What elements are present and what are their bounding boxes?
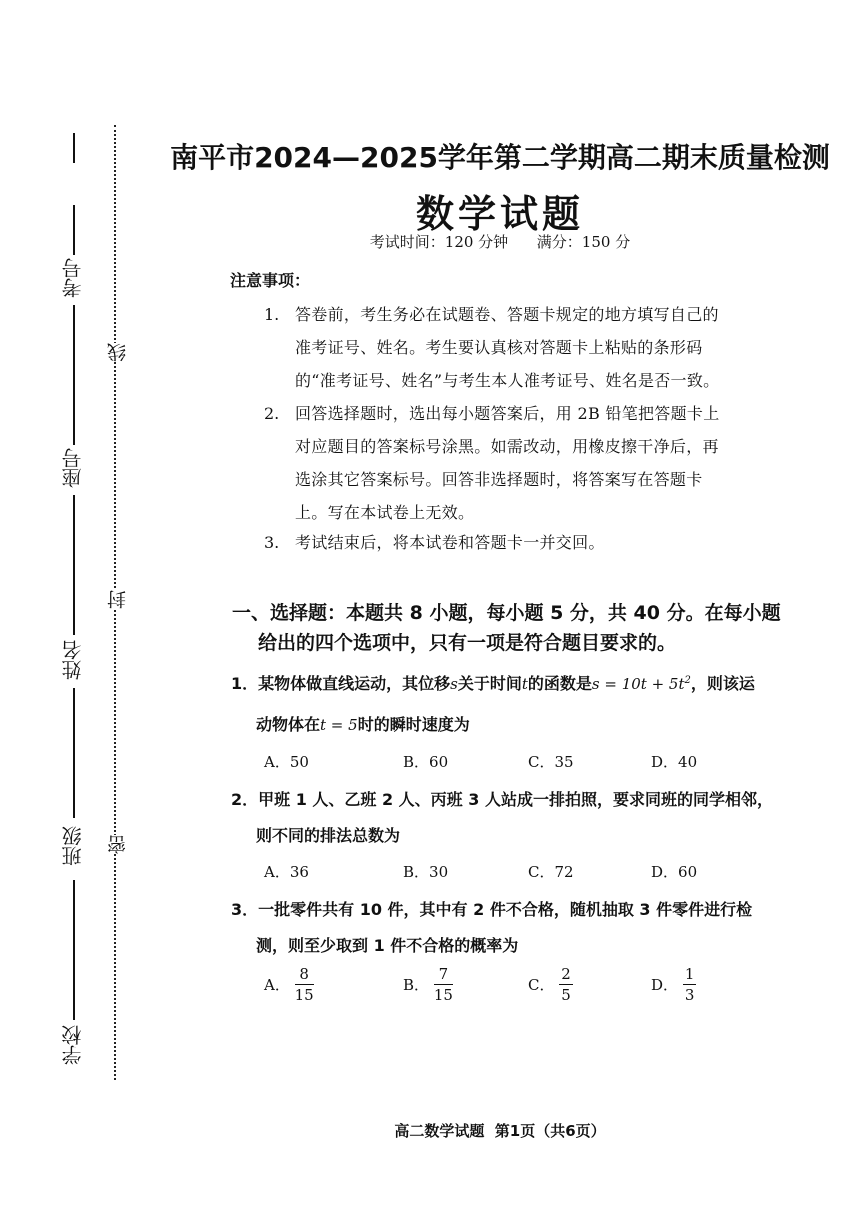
notes-heading: 注意事项：	[230, 271, 311, 290]
fraction: $\frac{1}{3}$	[684, 965, 695, 1004]
note-number: 2.	[264, 404, 280, 423]
q1-option-a[interactable]: A．50	[264, 753, 309, 771]
seal-mark-seal: 封	[104, 590, 131, 609]
school-label: 学校	[61, 1025, 85, 1065]
seal-mark-line: 线	[104, 343, 131, 362]
field-line	[73, 688, 75, 818]
q1-option-b[interactable]: B．60	[403, 753, 449, 771]
note-text: 答卷前，考生务必在试题卷、答题卡规定的地方填写自己的准考证号、姓名。考生要认真核对答题卡上粘贴的条形码的“准考证号、姓名”与考生本人准考证号、姓名是否一致。	[295, 305, 720, 390]
field-line	[73, 495, 75, 635]
fraction: $\frac{7}{15}$	[433, 965, 453, 1004]
q3-option-a[interactable]: A． $\frac{8}{15}$	[264, 965, 314, 1004]
field-line	[73, 305, 75, 445]
q1-option-c[interactable]: C．35	[528, 753, 574, 771]
q3-option-d[interactable]: D． $\frac{1}{3}$	[651, 965, 695, 1004]
seal-mark-secret: 密	[104, 835, 131, 854]
note-number: 3.	[264, 533, 280, 552]
name-label: 姓名	[61, 640, 85, 680]
exam-title: 南平市2024—2025学年第二学期高二期末质量检测	[170, 141, 830, 174]
field-line	[73, 880, 75, 1020]
q2-option-a[interactable]: A．36	[264, 863, 309, 881]
exam-info: 考试时间：120 分钟 满分：150 分	[369, 233, 631, 251]
q2-option-b[interactable]: B．30	[403, 863, 449, 881]
section-heading-line2: 给出的四个选项中，只有一项是符合题目要求的。	[258, 632, 677, 654]
page-footer: 高二数学试题 第1页（共6页）	[394, 1122, 606, 1140]
q1-option-d[interactable]: D．40	[651, 753, 698, 771]
note-text: 考试结束后，将本试卷和答题卡一并交回。	[295, 533, 605, 552]
seat-number-label: 座号	[61, 448, 85, 488]
section-heading	[232, 598, 792, 658]
class-label: 班级	[61, 826, 85, 866]
q3-option-b[interactable]: B． $\frac{7}{15}$	[403, 965, 453, 1004]
note-text: 回答选择题时，选出每小题答案后，用 2B 铅笔把答题卡上对应题目的答案标号涂黑。如需改动，用橡皮擦干净后，再选涂其它答案标号。回答非选择题时，将答案写在答题卡上。写在本试卷上无效。	[295, 404, 720, 522]
question-2-line2: 则不同的排法总数为	[256, 826, 401, 845]
subject-title: 数学试题	[415, 192, 584, 236]
exam-number-label: 考号	[61, 258, 85, 298]
var-s: s	[450, 675, 458, 693]
q2-option-d[interactable]: D．60	[651, 863, 698, 881]
question-1-line2: 动物体在t = 5时的瞬时速度为	[256, 715, 470, 734]
var-t: t	[521, 675, 528, 693]
q2-option-c[interactable]: C．72	[528, 863, 574, 881]
time-condition: t = 5	[320, 716, 358, 734]
function-formula: $s = 10t + 5t^2$	[591, 675, 691, 693]
question-3-line2: 测，则至少取到 1 件不合格的概率为	[256, 936, 519, 955]
fraction: $\frac{8}{15}$	[294, 965, 314, 1004]
q3-option-c[interactable]: C． $\frac{2}{5}$	[528, 965, 571, 1004]
question-2-line1: 2．甲班 1 人、乙班 2 人、丙班 3 人站成一排拍照，要求同班的同学相邻，	[231, 790, 773, 809]
question-3-line1: 3．一批零件共有 10 件，其中有 2 件不合格，随机抽取 3 件零件进行检	[231, 900, 753, 919]
note-number: 1.	[264, 305, 280, 324]
fraction: $\frac{2}{5}$	[561, 965, 571, 1004]
section-heading-line1: 一、选择题：本题共 8 小题，每小题 5 分，共 40 分。在每小题	[232, 602, 781, 624]
question-1-line1: 1．某物体做直线运动，其位移s关于时间t的函数是$s = 10t + 5t^2$，则该运	[231, 674, 755, 693]
